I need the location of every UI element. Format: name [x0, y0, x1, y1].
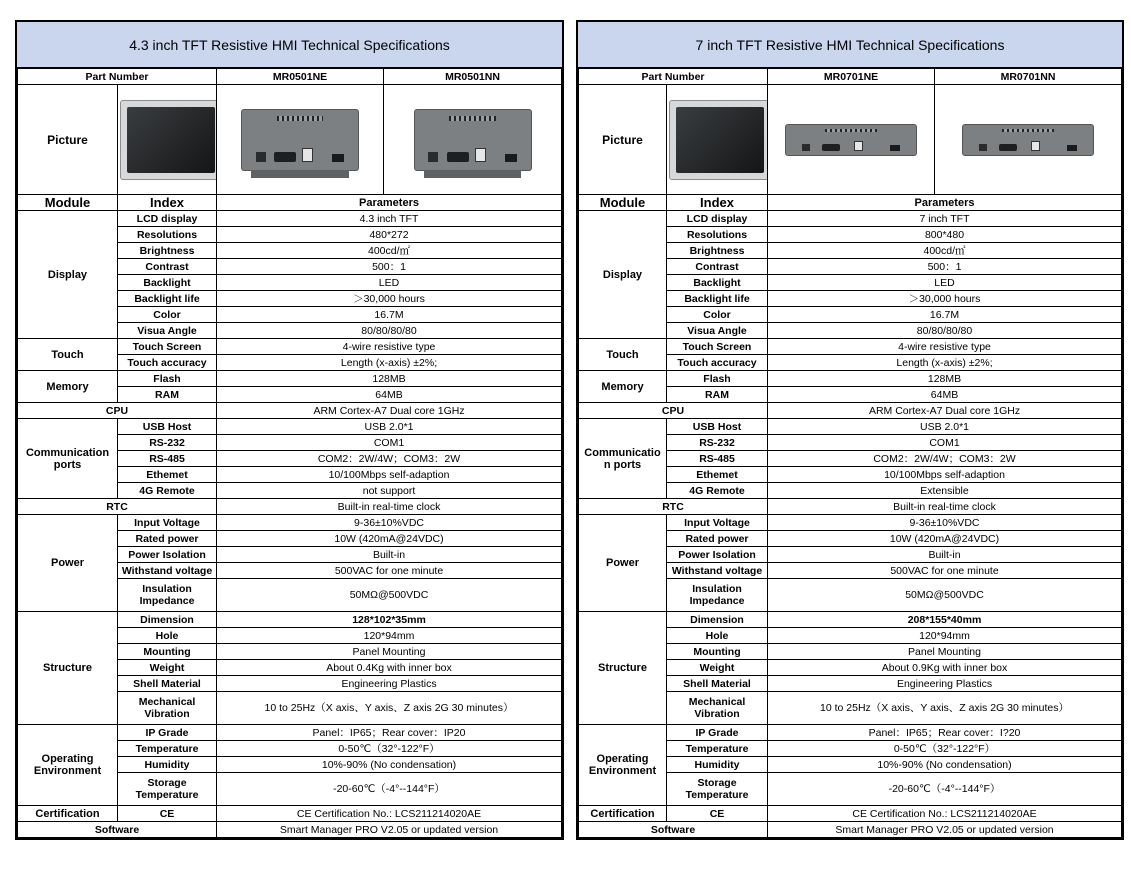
spec-index: IP Grade [118, 725, 217, 741]
cpu-label: CPU [18, 403, 217, 419]
spec-index: Touch accuracy [118, 355, 217, 371]
spec-index: USB Host [118, 419, 217, 435]
spec-row [18, 419, 562, 435]
part-number-label: Part Number [579, 69, 768, 85]
spec-index: Contrast [667, 259, 768, 275]
spec-value: 10/100Mbps self-adaption [217, 467, 562, 483]
spec-sheet-4-3-inch [15, 20, 564, 840]
spec-index: Temperature [667, 741, 768, 757]
spec-index: RAM [667, 387, 768, 403]
module-certification: Certification [579, 806, 667, 822]
spec-value: 4-wire resistive type [217, 339, 562, 355]
header-module: Module [579, 195, 667, 211]
spec-index: Humidity [118, 757, 217, 773]
part-number-nn: MR0701NN [935, 69, 1122, 85]
spec-index: Mounting [667, 644, 768, 660]
spec-value: Panel Mounting [768, 644, 1122, 660]
spec-index: Backlight [667, 275, 768, 291]
spec-row [579, 419, 1122, 435]
spec-value: 4-wire resistive type [768, 339, 1122, 355]
spec-index: Color [667, 307, 768, 323]
spec-value: 0-50℃（32°-122°F） [768, 741, 1122, 757]
spec-index: Resolutions [118, 227, 217, 243]
spec-index: Withstand voltage [118, 563, 217, 579]
spec-index: Rated power [667, 531, 768, 547]
spec-index: Visua Angle [118, 323, 217, 339]
cpu-value: ARM Cortex-A7 Dual core 1GHz [768, 403, 1122, 419]
spec-row [579, 612, 1122, 628]
spec-index: Insulation Impedance [667, 579, 768, 612]
spec-value: 208*155*40mm [768, 612, 1122, 628]
spec-index: LCD display [118, 211, 217, 227]
spec-value: 10W (420mA@24VDC) [768, 531, 1122, 547]
spec-value: 7 inch TFT [768, 211, 1122, 227]
header-row [18, 195, 562, 211]
spec-value: CE Certification No.: LCS211214020AE [768, 806, 1122, 822]
spec-index: Temperature [118, 741, 217, 757]
front-image [118, 85, 217, 195]
certification-row [18, 806, 562, 822]
part-number-nn: MR0501NN [384, 69, 562, 85]
picture-row [18, 85, 562, 195]
spec-index: Flash [118, 371, 217, 387]
part-number-label: Part Number [18, 69, 217, 85]
spec-index: RAM [118, 387, 217, 403]
spec-value: 10%-90% (No condensation) [217, 757, 562, 773]
header-index: Index [667, 195, 768, 211]
spec-index: Storage Temperature [667, 773, 768, 806]
part-number-ne: MR0701NE [768, 69, 935, 85]
spec-index: Touch accuracy [667, 355, 768, 371]
spec-table [578, 68, 1122, 838]
module-touch: Touch [18, 339, 118, 371]
spec-index: IP Grade [667, 725, 768, 741]
module-structure: Structure [18, 612, 118, 725]
rear-image-ne [217, 85, 384, 195]
module-certification: Certification [18, 806, 118, 822]
rtc-value: Built-in real-time clock [217, 499, 562, 515]
spec-value: 120*94mm [217, 628, 562, 644]
spec-value: COM1 [217, 435, 562, 451]
spec-value: Panel Mounting [217, 644, 562, 660]
spec-row [18, 339, 562, 355]
spec-index: Resolutions [667, 227, 768, 243]
spec-value: 10 to 25Hz（X axis、Y axis、Z axis 2G 30 minutes） [217, 692, 562, 725]
rear-image-nn [384, 85, 562, 195]
spec-index: USB Host [667, 419, 768, 435]
spec-index: CE [667, 806, 768, 822]
spec-index: Humidity [667, 757, 768, 773]
spec-index: RS-232 [118, 435, 217, 451]
module-environment: Operating Environment [579, 725, 667, 806]
spec-index: Backlight [118, 275, 217, 291]
spec-index: 4G Remote [667, 483, 768, 499]
spec-value: 128MB [217, 371, 562, 387]
spec-value: Length (x-axis) ±2%; [217, 355, 562, 371]
spec-index: Weight [667, 660, 768, 676]
spec-index: Ethemet [118, 467, 217, 483]
spec-value: COM2：2W/4W；COM3：2W [217, 451, 562, 467]
cpu-value: ARM Cortex-A7 Dual core 1GHz [217, 403, 562, 419]
spec-index: Input Voltage [118, 515, 217, 531]
header-parameters: Parameters [768, 195, 1122, 211]
spec-value: 128MB [768, 371, 1122, 387]
module-power: Power [18, 515, 118, 612]
spec-row [579, 371, 1122, 387]
spec-index: RS-485 [118, 451, 217, 467]
cpu-row [18, 403, 562, 419]
cpu-row [579, 403, 1122, 419]
spec-index: Flash [667, 371, 768, 387]
spec-value: 50MΩ@500VDC [768, 579, 1122, 612]
spec-index: Backlight life [667, 291, 768, 307]
spec-value: Panel：IP65；Rear cover：IP20 [217, 725, 562, 741]
spec-value: not support [217, 483, 562, 499]
spec-value: 500：1 [768, 259, 1122, 275]
spec-value: USB 2.0*1 [217, 419, 562, 435]
spec-value: 10 to 25Hz（X axis、Y axis、Z axis 2G 30 minutes） [768, 692, 1122, 725]
spec-row [18, 211, 562, 227]
rtc-label: RTC [18, 499, 217, 515]
header-parameters: Parameters [217, 195, 562, 211]
spec-index: Weight [118, 660, 217, 676]
rtc-label: RTC [579, 499, 768, 515]
header-row [579, 195, 1122, 211]
spec-index: Power Isolation [667, 547, 768, 563]
spec-row [18, 515, 562, 531]
spec-value: 500VAC for one minute [217, 563, 562, 579]
spec-index: Hole [667, 628, 768, 644]
spec-value: 120*94mm [768, 628, 1122, 644]
spec-value: CE Certification No.: LCS211214020AE [217, 806, 562, 822]
module-power: Power [579, 515, 667, 612]
spec-value: -20-60℃（-4°--144°F） [217, 773, 562, 806]
spec-value: About 0.9Kg with inner box [768, 660, 1122, 676]
spec-index: Storage Temperature [118, 773, 217, 806]
spec-index: Backlight life [118, 291, 217, 307]
module-structure: Structure [579, 612, 667, 725]
picture-label: Picture [579, 85, 667, 195]
software-row [579, 822, 1122, 838]
spec-sheet-7-inch [576, 20, 1124, 840]
spec-value: 16.7M [217, 307, 562, 323]
spec-row [579, 515, 1122, 531]
spec-index: LCD display [667, 211, 768, 227]
spec-index: Shell Material [118, 676, 217, 692]
spec-value: ＞30,000 hours [768, 291, 1122, 307]
spec-value: Built-in [217, 547, 562, 563]
spec-value: COM2：2W/4W；COM3：2W [768, 451, 1122, 467]
spec-value: 50MΩ@500VDC [217, 579, 562, 612]
part-number-row [18, 69, 562, 85]
spec-row [18, 725, 562, 741]
spec-index: Color [118, 307, 217, 323]
software-value: Smart Manager PRO V2.05 or updated version [768, 822, 1122, 838]
spec-row [579, 725, 1122, 741]
front-image [667, 85, 768, 195]
spec-value: Extensible [768, 483, 1122, 499]
module-environment: Operating Environment [18, 725, 118, 806]
spec-table [17, 68, 562, 838]
spec-value: 400cd/㎡ [217, 243, 562, 259]
software-label: Software [579, 822, 768, 838]
spec-value: 400cd/㎡ [768, 243, 1122, 259]
spec-value: 128*102*35mm [217, 612, 562, 628]
spec-value: 4.3 inch TFT [217, 211, 562, 227]
module-touch: Touch [579, 339, 667, 371]
spec-value: 10/100Mbps self-adaption [768, 467, 1122, 483]
rtc-row [18, 499, 562, 515]
spec-index: Brightness [118, 243, 217, 259]
sheet-title: 7 inch TFT Resistive HMI Technical Specifications [578, 22, 1122, 68]
spec-index: Ethemet [667, 467, 768, 483]
spec-row [579, 339, 1122, 355]
software-label: Software [18, 822, 217, 838]
certification-row [579, 806, 1122, 822]
spec-value: 64MB [768, 387, 1122, 403]
spec-value: 0-50℃（32°-122°F） [217, 741, 562, 757]
spec-value: Panel：IP65；Rear cover：I?20 [768, 725, 1122, 741]
spec-index: RS-232 [667, 435, 768, 451]
module-memory: Memory [18, 371, 118, 403]
part-number-row [579, 69, 1122, 85]
spec-value: LED [768, 275, 1122, 291]
rtc-row [579, 499, 1122, 515]
spec-index: Dimension [118, 612, 217, 628]
spec-value: 80/80/80/80 [768, 323, 1122, 339]
spec-value: Built-in [768, 547, 1122, 563]
spec-row [18, 371, 562, 387]
spec-value: 9-36±10%VDC [768, 515, 1122, 531]
header-index: Index [118, 195, 217, 211]
part-number-ne: MR0501NE [217, 69, 384, 85]
spec-value: COM1 [768, 435, 1122, 451]
spec-value: About 0.4Kg with inner box [217, 660, 562, 676]
picture-label: Picture [18, 85, 118, 195]
spec-index: Touch Screen [118, 339, 217, 355]
spec-index: RS-485 [667, 451, 768, 467]
rear-image-ne [768, 85, 935, 195]
spec-index: Contrast [118, 259, 217, 275]
spec-value: Engineering Plastics [768, 676, 1122, 692]
spec-value: ＞30,000 hours [217, 291, 562, 307]
rtc-value: Built-in real-time clock [768, 499, 1122, 515]
picture-row [579, 85, 1122, 195]
spec-value: 10W (420mA@24VDC) [217, 531, 562, 547]
header-module: Module [18, 195, 118, 211]
spec-value: 10%-90% (No condensation) [768, 757, 1122, 773]
spec-index: Input Voltage [667, 515, 768, 531]
spec-value: 16.7M [768, 307, 1122, 323]
spec-index: Visua Angle [667, 323, 768, 339]
module-communication: Communicatio n ports [579, 419, 667, 499]
spec-value: 500VAC for one minute [768, 563, 1122, 579]
spec-row [579, 211, 1122, 227]
spec-index: Mounting [118, 644, 217, 660]
spec-value: LED [217, 275, 562, 291]
sheet-title: 4.3 inch TFT Resistive HMI Technical Specifications [17, 22, 562, 68]
spec-index: Power Isolation [118, 547, 217, 563]
software-value: Smart Manager PRO V2.05 or updated version [217, 822, 562, 838]
spec-index: Rated power [118, 531, 217, 547]
spec-value: Length (x-axis) ±2%; [768, 355, 1122, 371]
spec-index: Shell Material [667, 676, 768, 692]
module-memory: Memory [579, 371, 667, 403]
spec-value: 9-36±10%VDC [217, 515, 562, 531]
module-display: Display [579, 211, 667, 339]
spec-index: Mechanical Vibration [667, 692, 768, 725]
cpu-label: CPU [579, 403, 768, 419]
spec-index: Mechanical Vibration [118, 692, 217, 725]
spec-index: Dimension [667, 612, 768, 628]
module-communication: Communication ports [18, 419, 118, 499]
rear-image-nn [935, 85, 1122, 195]
spec-index: 4G Remote [118, 483, 217, 499]
spec-value: 800*480 [768, 227, 1122, 243]
spec-index: Insulation Impedance [118, 579, 217, 612]
spec-value: 500：1 [217, 259, 562, 275]
spec-value: -20-60℃（-4°--144°F） [768, 773, 1122, 806]
spec-index: Hole [118, 628, 217, 644]
software-row [18, 822, 562, 838]
spec-value: Engineering Plastics [217, 676, 562, 692]
module-display: Display [18, 211, 118, 339]
spec-row [18, 612, 562, 628]
spec-value: 480*272 [217, 227, 562, 243]
spec-index: Withstand voltage [667, 563, 768, 579]
spec-index: Touch Screen [667, 339, 768, 355]
spec-value: USB 2.0*1 [768, 419, 1122, 435]
spec-index: Brightness [667, 243, 768, 259]
spec-index: CE [118, 806, 217, 822]
spec-value: 80/80/80/80 [217, 323, 562, 339]
spec-value: 64MB [217, 387, 562, 403]
